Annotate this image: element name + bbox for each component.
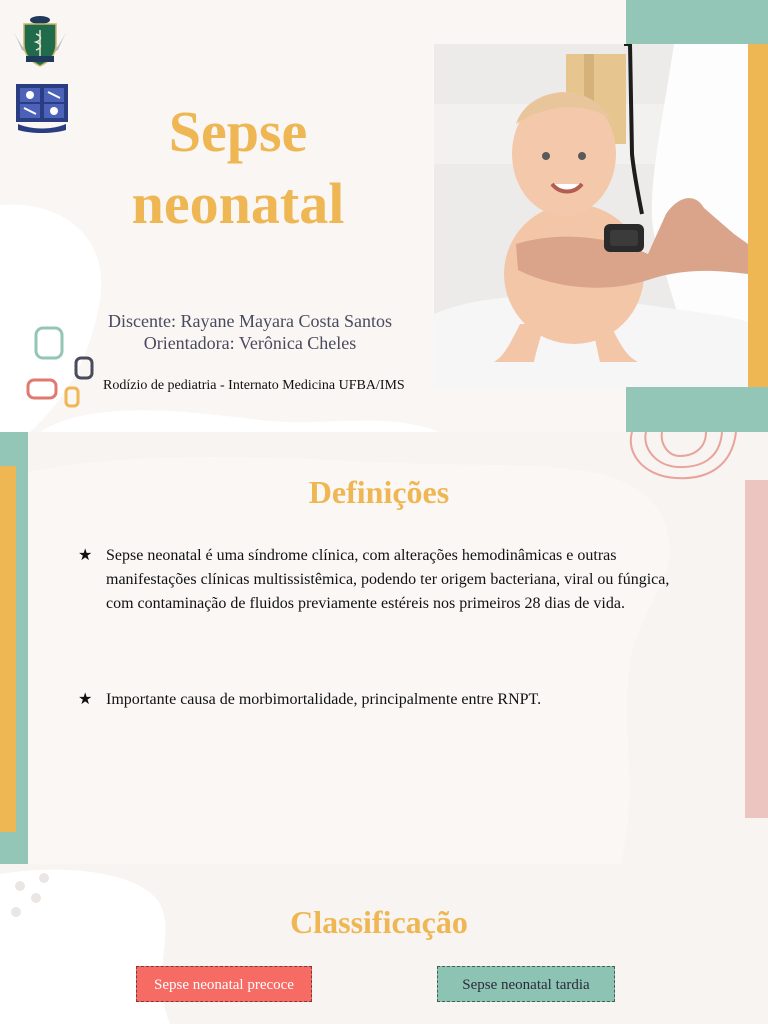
slide-classification <box>0 864 768 1024</box>
student-name: Discente: Rayane Mayara Costa Santos <box>108 311 392 331</box>
star-bullet-icon: ★ <box>78 547 93 564</box>
late-sepsis-button[interactable]: Sepse neonatal tardia <box>437 966 615 1002</box>
baby-photo <box>434 44 748 387</box>
teal-accent-bar-bottom <box>626 387 768 432</box>
bullet-item <box>78 544 686 616</box>
section-title-definicoes: Definições <box>308 474 450 510</box>
emblem-logo-icon <box>12 10 68 68</box>
yellow-accent-bar-right <box>748 44 768 387</box>
slide-title <box>0 0 768 432</box>
background-blob <box>0 864 768 1024</box>
decorative-rounded-squares <box>26 324 98 410</box>
section-title-classificacao: Classificação <box>290 904 468 940</box>
presentation-title: Sepse neonatal <box>131 99 345 236</box>
yellow-accent-bar-left <box>0 466 16 832</box>
bullet-item <box>78 688 686 712</box>
advisor-name: Orientadora: Verônica Cheles <box>143 333 357 353</box>
course-rotation-label: Rodízio de pediatria - Internato Medicina UFBA/IMS <box>103 378 405 393</box>
early-sepsis-button[interactable]: Sepse neonatal precoce <box>136 966 312 1002</box>
teal-accent-bar-top <box>626 0 768 44</box>
bullet-text: Sepse neonatal é uma síndrome clínica, com alterações hemodinâmicas e outras manifestações clínicas multissistêmica, podendo ter origem bacteriana, viral ou fúngica, com contaminação de fluidos previamente estéreis nos primeiros 28 dias de vida. <box>106 547 670 612</box>
bullet-text: Importante causa de morbimortalidade, principalmente entre RNPT. <box>106 691 542 708</box>
star-bullet-icon: ★ <box>78 691 93 708</box>
slide-definitions <box>0 432 768 864</box>
pink-accent-bar-right <box>745 480 768 818</box>
university-crest-icon <box>14 82 70 134</box>
